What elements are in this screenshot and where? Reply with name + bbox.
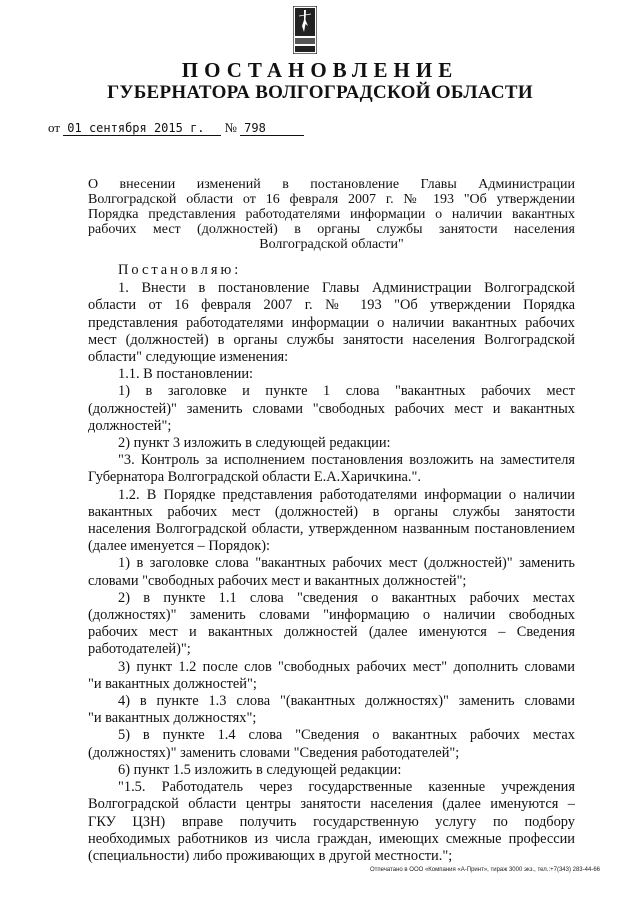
number-sign: № <box>224 120 237 135</box>
body-line: словами "свободных рабочих мест и вакантных должностей"; <box>88 572 467 589</box>
subject-line: Порядка представления работодателями информации о наличии вакантных <box>88 207 575 222</box>
body-line: (должностях)" заменить словами "Сведения работодателей"; <box>88 744 460 761</box>
body-line: 1. Внести в постановление Главы Администрации Волгоградской <box>118 280 575 297</box>
body-line: необходимых работников из числа граждан, имеющих смежные профессии <box>88 830 575 847</box>
body-line: (далее именуется – Порядок): <box>88 538 271 555</box>
emblem-icon <box>293 6 317 54</box>
body-line: 1) в заголовке слова "вакантных рабочих мест (должностей)" заменить <box>118 555 575 572</box>
body-line: (должностях)" заменить словами "информацию о наличии свободных <box>88 607 575 624</box>
body-line: рабочих мест и вакантных должностей (далее именуются – Сведения <box>88 624 575 641</box>
body-line: области от 16 февраля 2007 г. № 193 "Об утверждении Порядка <box>88 297 575 314</box>
subject-line: Волгоградской области от 16 февраля 2007 г. № 193 "Об утверждении <box>88 192 575 207</box>
body-line: 3) пункт 1.2 после слов "свободных рабочих мест" дополнить словами <box>118 658 575 675</box>
body-line: "и вакантных должностях"; <box>88 710 257 727</box>
body-line: области" следующие изменения: <box>88 349 289 366</box>
body-line: "и вакантных должностей"; <box>88 675 257 692</box>
body-line: 6) пункт 1.5 изложить в следующей редакции: <box>118 761 402 778</box>
body-line: "3. Контроль за исполнением постановления возложить на заместителя <box>118 452 575 469</box>
document-subject <box>88 177 575 252</box>
body-line: "1.5. Работодатель через государственные казенные учреждения <box>118 779 575 796</box>
body-line: ГКУ ЦЗН) вправе получить государственную услугу по подбору <box>88 813 575 830</box>
body-line: Волгоградской области центры занятости населения (далее именуются – <box>88 796 575 813</box>
body-line: населения Волгоградской области, утвержденном названным постановлением <box>88 521 575 538</box>
body-line: Губернатора Волгоградской области Е.А.Харичкина.". <box>88 469 421 486</box>
document-issuer: ГУБЕРНАТОРА ВОЛГОГРАДСКОЙ ОБЛАСТИ <box>107 82 533 103</box>
document-date: 01 сентября 2015 г. <box>63 121 221 136</box>
body-line: 2) пункт 3 изложить в следующей редакции: <box>118 435 391 452</box>
body-line: (должностей)" заменить словами "свободных рабочих мест и вакантных <box>88 400 575 417</box>
subject-line: О внесении изменений в постановление Главы Администрации <box>88 177 575 192</box>
body-line: 2) в пункте 1.1 слова "сведения о вакантных рабочих местах <box>118 589 575 606</box>
body-line: 1.2. В Порядке представления работодателями информации о наличии <box>118 486 575 503</box>
document-number: 798 <box>240 121 304 136</box>
dateline <box>48 120 304 136</box>
date-prefix: от <box>48 120 61 135</box>
document-body <box>88 262 575 865</box>
print-note: Отпечатано в ООО «Компания «А-Принт», тираж 3000 экз., тел.:+7(343) 283-44-66 <box>369 867 600 873</box>
body-line: работодателей)"; <box>88 641 191 658</box>
subject-line: рабочих мест (должностей) в органы службы занятости населения <box>88 222 575 237</box>
body-line: 1.1. В постановлении: <box>118 366 254 383</box>
subject-line: Волгоградской области" <box>259 237 404 252</box>
body-line: (специальности) либо проживающих в другой местности."; <box>88 847 453 864</box>
body-line: 1) в заголовке и пункте 1 слова "вакантных рабочих мест <box>118 383 575 400</box>
body-line: 5) в пункте 1.4 слова "Сведения о вакантных рабочих местах <box>118 727 575 744</box>
body-line: мест (должностей) в органы службы занятости населения Волгоградской <box>88 331 575 348</box>
document-title: ПОСТАНОВЛЕНИЕ <box>181 58 459 82</box>
body-line: должностей"; <box>88 417 172 434</box>
body-line: вакантных рабочих мест (должностей) в органы службы занятости <box>88 503 575 520</box>
decree-word: Постановляю: <box>118 262 242 278</box>
body-line: 4) в пункте 1.3 слова "(вакантных должностях)" заменить словами <box>118 693 575 710</box>
body-line: представления работодателями информации о наличии вакантных рабочих <box>88 314 575 331</box>
